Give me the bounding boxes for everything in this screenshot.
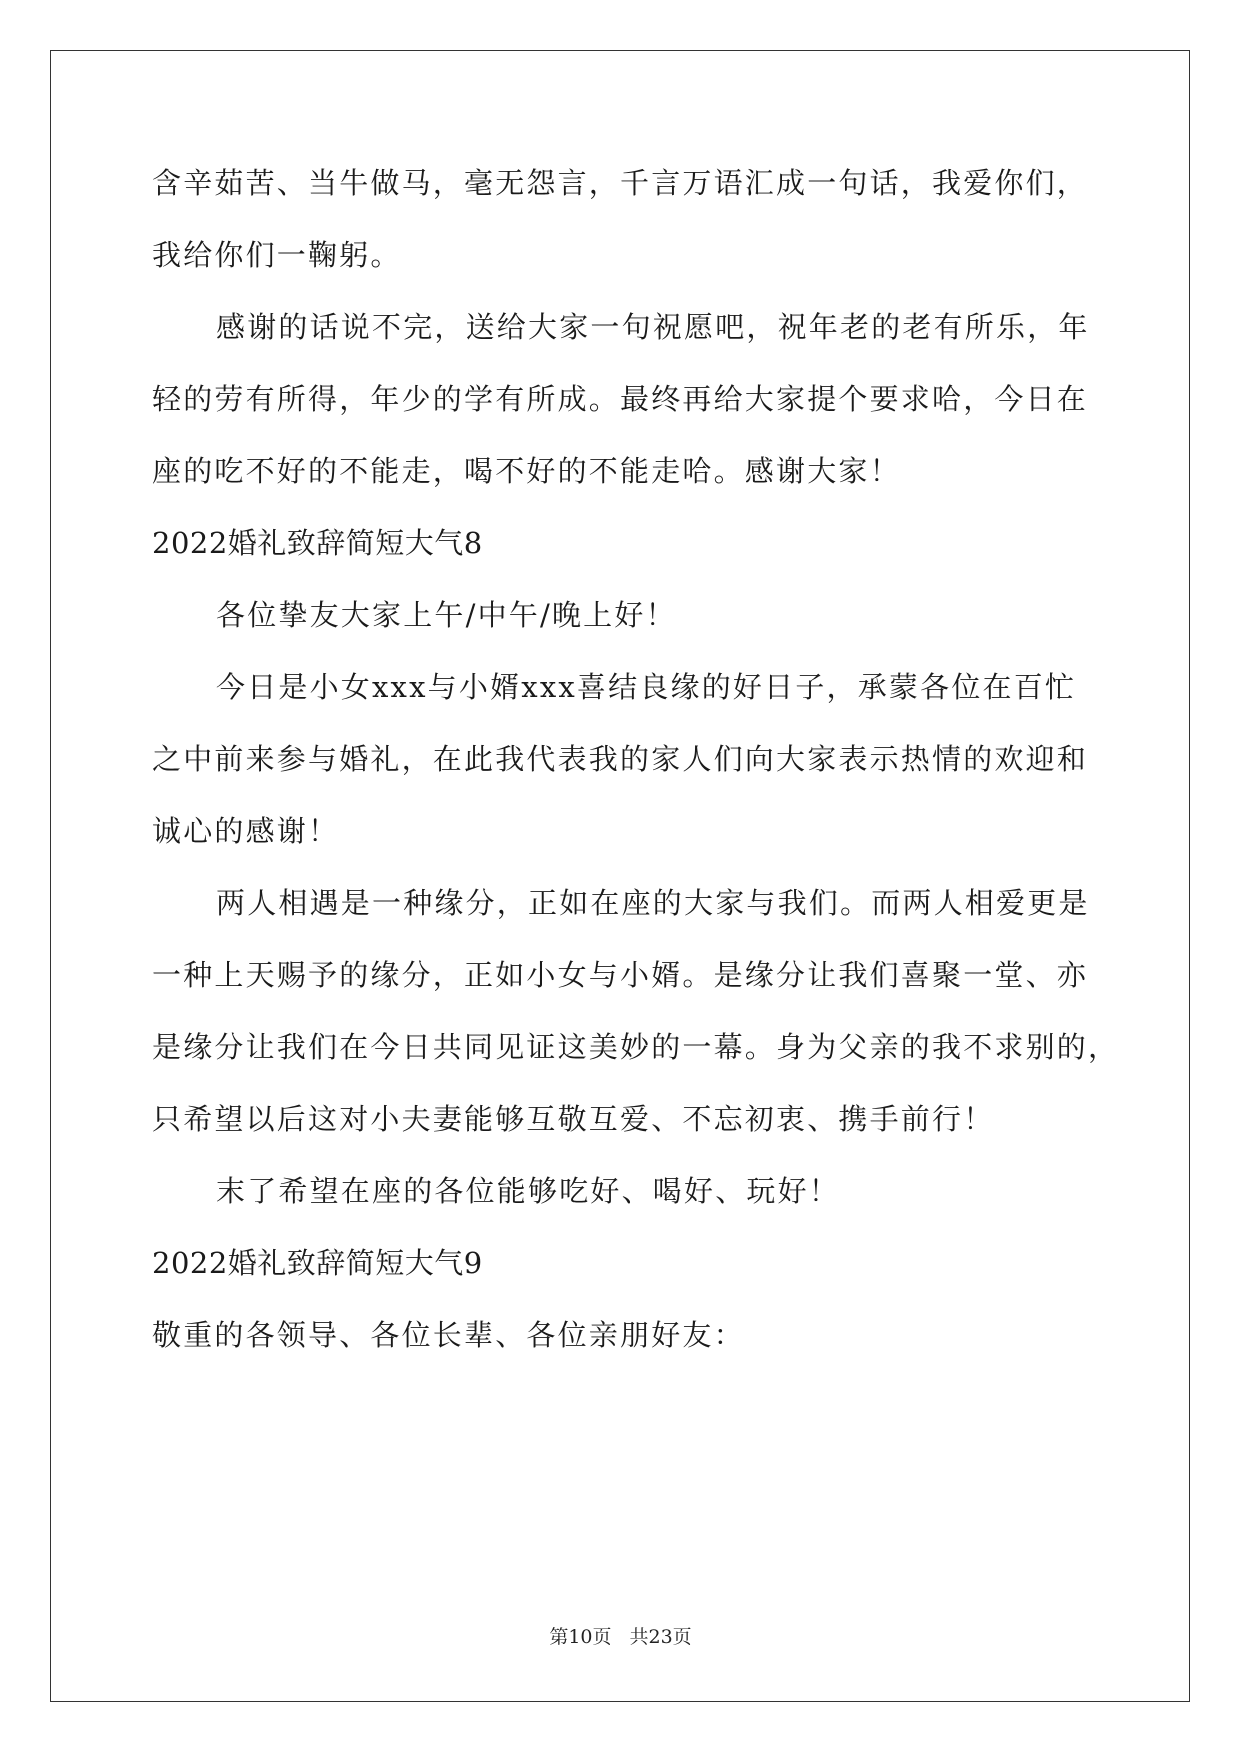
page-border xyxy=(50,50,1190,1702)
paragraph-line: 敬重的各领导、各位长辈、各位亲朋好友： xyxy=(152,1318,745,1352)
page-number-current: 第10页 xyxy=(549,1626,612,1648)
paragraph-line: 一种上天赐予的缘分，正如小女与小婿。是缘分让我们喜聚一堂、亦 xyxy=(152,958,1089,992)
paragraph-line: 两人相遇是一种缘分，正如在座的大家与我们。而两人相爱更是 xyxy=(216,886,1090,920)
paragraph-line: 含辛茹苦、当牛做马，毫无怨言，千言万语汇成一句话，我爱你们， xyxy=(152,166,1089,200)
paragraph-line: 之中前来参与婚礼，在此我代表我的家人们向大家表示热情的欢迎和 xyxy=(152,742,1089,776)
paragraph-line: 诚心的感谢！ xyxy=(152,814,340,848)
page-footer xyxy=(0,1625,1241,1649)
paragraph-line: 是缘分让我们在今日共同见证这美妙的一幕。身为父亲的我不求别的， xyxy=(152,1030,1120,1064)
section-heading: 2022婚礼致辞简短大气8 xyxy=(152,526,483,560)
paragraph-line: 末了希望在座的各位能够吃好、喝好、玩好！ xyxy=(216,1174,841,1208)
paragraph-line: 感谢的话说不完，送给大家一句祝愿吧，祝年老的老有所乐，年 xyxy=(216,310,1090,344)
page-number-total: 共23页 xyxy=(629,1626,692,1648)
paragraph-line: 只希望以后这对小夫妻能够互敬互爱、不忘初衷、携手前行！ xyxy=(152,1102,995,1136)
section-heading: 2022婚礼致辞简短大气9 xyxy=(152,1246,483,1280)
paragraph-line: 今日是小女xxx与小婿xxx喜结良缘的好日子，承蒙各位在百忙 xyxy=(216,670,1077,704)
paragraph-line: 轻的劳有所得，年少的学有所成。最终再给大家提个要求哈，今日在 xyxy=(152,382,1089,416)
paragraph-line: 座的吃不好的不能走，喝不好的不能走哈。感谢大家！ xyxy=(152,454,901,488)
paragraph-line: 我给你们一鞠躬。 xyxy=(152,238,402,272)
paragraph-line: 各位挚友大家上午/中午/晚上好！ xyxy=(216,598,677,632)
